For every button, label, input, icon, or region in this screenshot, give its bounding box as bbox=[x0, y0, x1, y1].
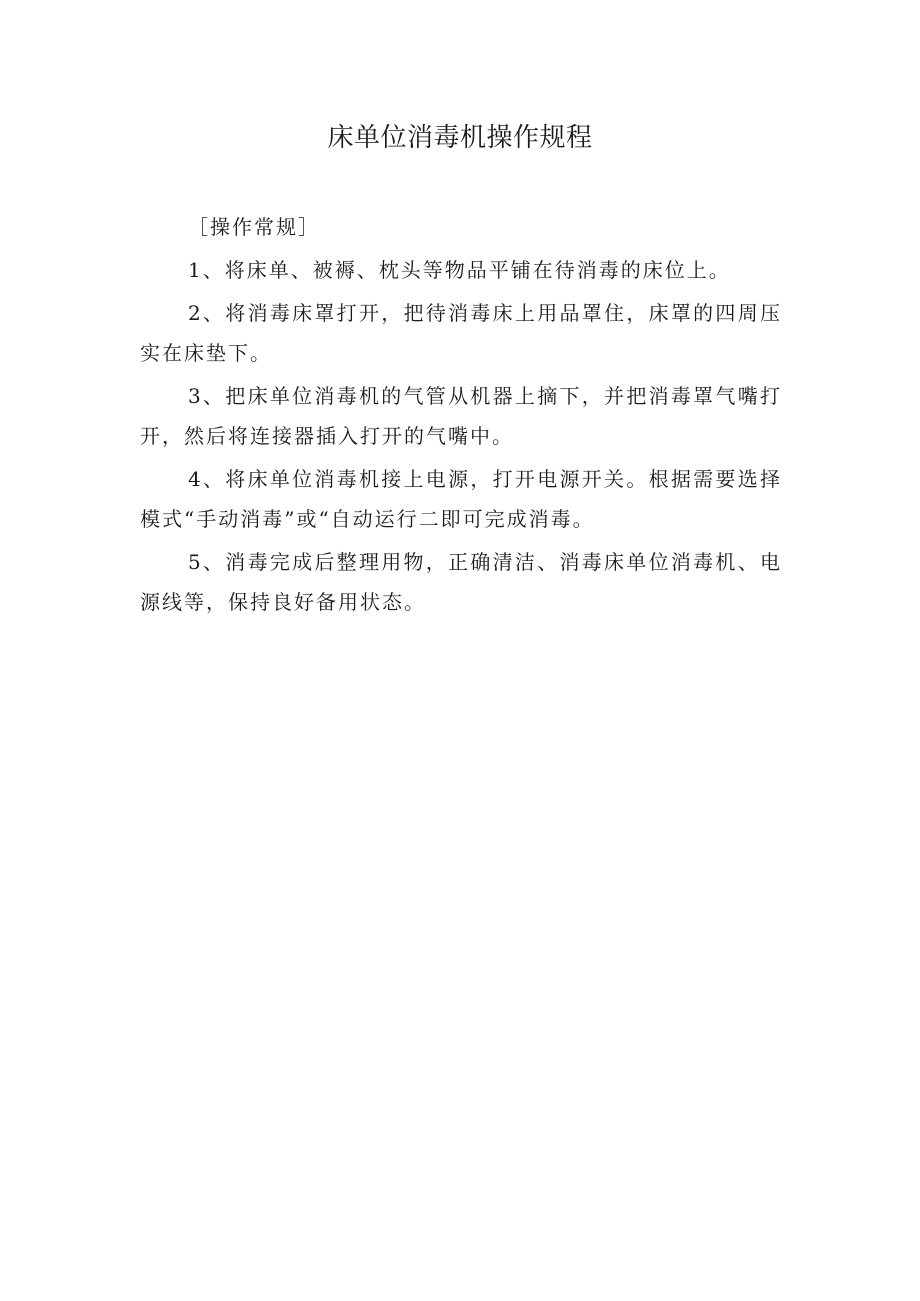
step-5: 5、消毒完成后整理用物，正确清洁、消毒床单位消毒机、电源线等，保持良好备用状态。 bbox=[140, 550, 782, 614]
step-2: 2、将消毒床罩打开，把待消毒床上用品罩住，床罩的四周压实在床垫下。 bbox=[140, 301, 782, 365]
step-4: 4、将床单位消毒机接上电源，打开电源开关。根据需要选择模式“手动消毒”或“自动运行二即可完成消毒。 bbox=[140, 467, 782, 531]
section-heading: ［操作常规］ bbox=[188, 215, 320, 239]
document-title: 床单位消毒机操作规程 bbox=[327, 123, 593, 153]
document-body bbox=[140, 207, 782, 625]
step-3: 3、把床单位消毒机的气管从机器上摘下，并把消毒罩气嘴打开，然后将连接器插入打开的气嘴中。 bbox=[140, 384, 782, 448]
step-1: 1、将床单、被褥、枕头等物品平铺在待消毒的床位上。 bbox=[188, 258, 731, 282]
